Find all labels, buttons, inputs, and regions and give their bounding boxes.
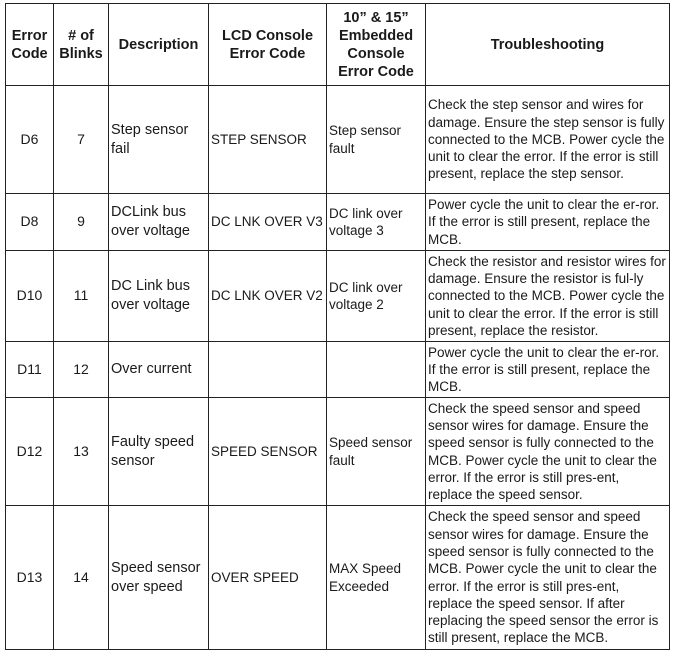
error-code-table	[5, 3, 670, 650]
troubleshooting-cell: Check the speed sensor and speed sensor wires for damage. Ensure the speed sensor is fully connected to the MCB. Power cycle the unit to clear the error. If the error is still pres-ent, replace the speed sensor.	[426, 398, 670, 506]
header-error-code: Error Code	[6, 4, 54, 86]
blinks-cell: 9	[54, 194, 109, 251]
description-cell: DCLink bus over voltage	[109, 194, 209, 251]
lcd-code-cell	[209, 342, 327, 398]
lcd-code-cell: DC LNK OVER V3	[209, 194, 327, 251]
blinks-cell: 11	[54, 251, 109, 342]
blinks-cell: 12	[54, 342, 109, 398]
embedded-code-cell: MAX Speed Exceeded	[327, 506, 426, 650]
troubleshooting-cell: Power cycle the unit to clear the er-ror. If the error is still present, replace the MCB.	[426, 342, 670, 398]
description-cell: Speed sensor over speed	[109, 506, 209, 650]
table-row	[6, 398, 670, 506]
blinks-cell: 14	[54, 506, 109, 650]
header-blinks: # of Blinks	[54, 4, 109, 86]
lcd-code-cell: OVER SPEED	[209, 506, 327, 650]
table-row	[6, 342, 670, 398]
table-row	[6, 251, 670, 342]
lcd-code-cell: DC LNK OVER V2	[209, 251, 327, 342]
embedded-code-cell: DC link over voltage 2	[327, 251, 426, 342]
error-code-cell: D8	[6, 194, 54, 251]
description-cell: Step sensor fail	[109, 86, 209, 194]
error-code-cell: D13	[6, 506, 54, 650]
embedded-code-cell	[327, 342, 426, 398]
header-row	[6, 4, 670, 86]
blinks-cell: 13	[54, 398, 109, 506]
error-code-cell: D10	[6, 251, 54, 342]
error-code-cell: D11	[6, 342, 54, 398]
header-troubleshooting: Troubleshooting	[426, 4, 670, 86]
embedded-code-cell: Step sensor fault	[327, 86, 426, 194]
lcd-code-cell: STEP SENSOR	[209, 86, 327, 194]
embedded-code-cell: Speed sensor fault	[327, 398, 426, 506]
troubleshooting-cell: Check the step sensor and wires for damage. Ensure the step sensor is fully connected to the MCB. Power cycle the unit to clear the error. If the error is still present, replace the step sensor.	[426, 86, 670, 194]
troubleshooting-cell: Power cycle the unit to clear the er-ror. If the error is still present, replace the MCB.	[426, 194, 670, 251]
lcd-code-cell: SPEED SENSOR	[209, 398, 327, 506]
table-row	[6, 86, 670, 194]
table-row	[6, 194, 670, 251]
table-row	[6, 506, 670, 650]
header-embedded-code: 10” & 15” Embedded Console Error Code	[327, 4, 426, 86]
error-code-cell: D6	[6, 86, 54, 194]
header-description: Description	[109, 4, 209, 86]
description-cell: DC Link bus over voltage	[109, 251, 209, 342]
description-cell: Over current	[109, 342, 209, 398]
error-code-cell: D12	[6, 398, 54, 506]
embedded-code-cell: DC link over voltage 3	[327, 194, 426, 251]
header-lcd-code: LCD Console Error Code	[209, 4, 327, 86]
blinks-cell: 7	[54, 86, 109, 194]
troubleshooting-cell: Check the resistor and resistor wires for damage. Ensure the resistor is ful-ly connected to the MCB. Power cycle the unit to clear the error. If the error is still present, replace the resistor.	[426, 251, 670, 342]
description-cell: Faulty speed sensor	[109, 398, 209, 506]
troubleshooting-cell: Check the speed sensor and speed sensor wires for damage. Ensure the speed sensor is fully connected to the MCB. Power cycle the unit to clear the error. If the error is still pres-ent, replace the speed sensor. If after replacing the speed sensor the error is still present, replace the MCB.	[426, 506, 670, 650]
